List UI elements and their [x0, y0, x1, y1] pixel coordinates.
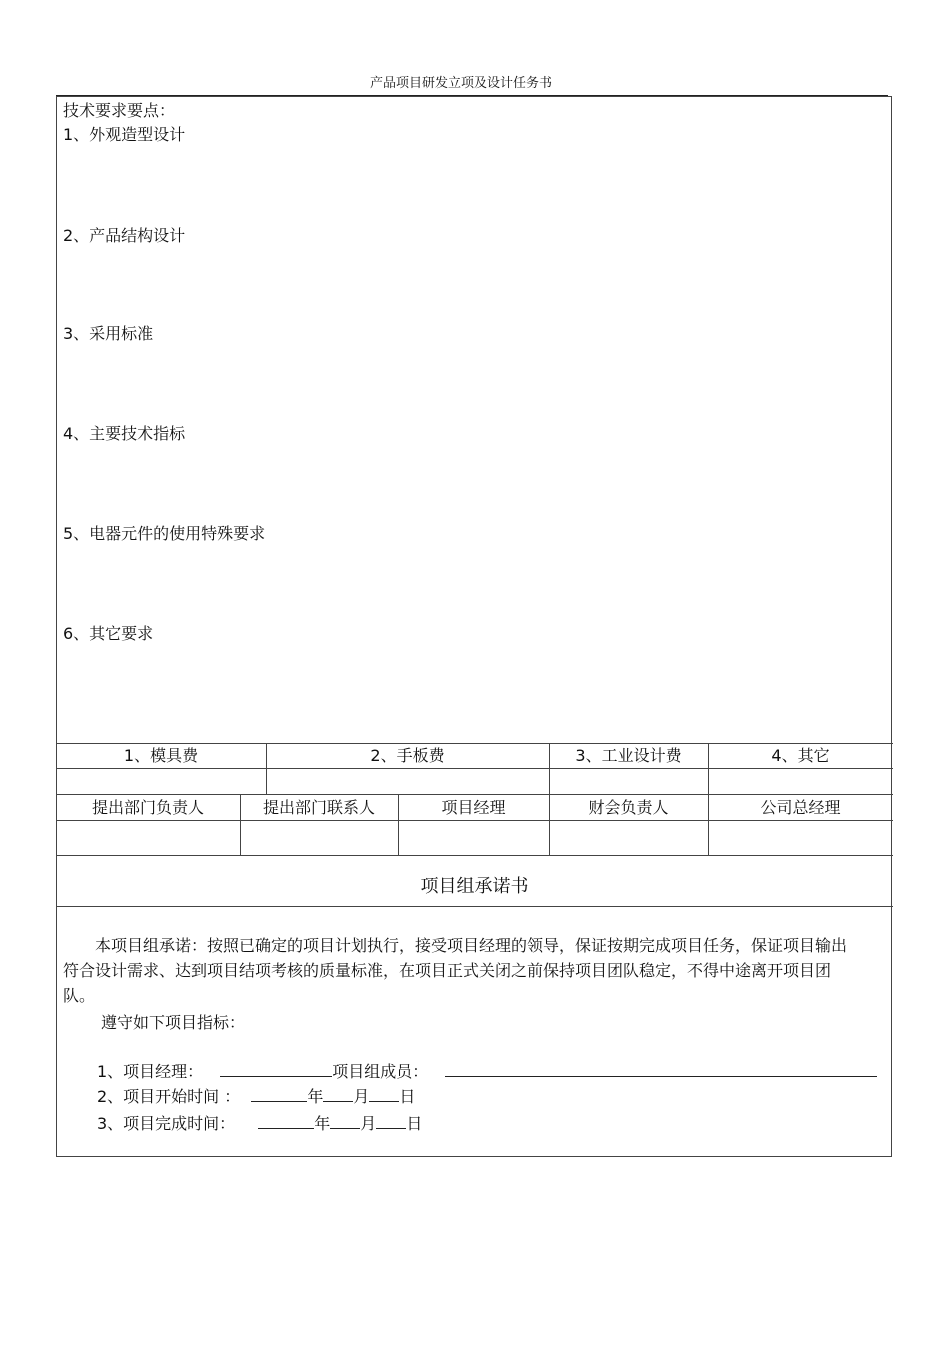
start-month-label: 月 [353, 1087, 370, 1106]
cost-value-other[interactable] [709, 769, 892, 793]
cost-header-mold: 1、模具费 [123, 746, 199, 765]
end-year-blank[interactable] [258, 1114, 314, 1129]
signature-field-dept-head[interactable] [57, 821, 239, 854]
requirements-heading: 技术要求要点： [63, 101, 176, 120]
requirement-standards: 3、采用标准 [63, 324, 154, 343]
signature-header-project-manager: 项目经理 [441, 798, 506, 817]
cost-table-bottom-border [56, 794, 893, 795]
requirement-structure: 2、产品结构设计 [63, 226, 186, 245]
end-year-label: 年 [314, 1114, 331, 1133]
start-date-label: 2、项目开始时间 ： [97, 1087, 241, 1106]
end-day-label: 日 [406, 1114, 423, 1133]
signature-field-finance-head[interactable] [550, 821, 707, 854]
end-date-label: 3、项目完成时间： [97, 1114, 236, 1133]
signature-field-dept-contact[interactable] [241, 821, 397, 854]
requirement-technical-indicators: 4、主要技术指标 [63, 424, 186, 443]
start-year-label: 年 [307, 1087, 324, 1106]
requirement-electrical-components: 5、电器元件的使用特殊要求 [63, 524, 266, 543]
signature-header-dept-head: 提出部门负责人 [91, 798, 204, 817]
document-title: 产品项目研发立项及设计任务书 [369, 76, 552, 91]
end-day-blank[interactable] [376, 1114, 406, 1129]
requirement-other: 6、其它要求 [63, 624, 154, 643]
team-members-label: 项目组成员： [332, 1062, 429, 1081]
pledge-title: 项目组承诺书 [420, 876, 529, 897]
end-month-label: 月 [360, 1114, 377, 1133]
cost-value-industrial-design[interactable] [550, 769, 707, 793]
signature-field-general-manager[interactable] [709, 821, 892, 854]
team-members-blank[interactable] [445, 1062, 877, 1077]
start-month-blank[interactable] [323, 1087, 353, 1102]
signature-table-bottom-border [56, 855, 893, 856]
cost-value-mold[interactable] [57, 769, 265, 793]
indicator-row-start-date [97, 1084, 415, 1107]
cost-header-other: 4、其它 [771, 746, 830, 765]
requirement-appearance: 1、外观造型设计 [63, 125, 186, 144]
signature-header-general-manager: 公司总经理 [760, 798, 841, 817]
cost-header-prototype: 2、手板费 [370, 746, 445, 765]
signature-field-project-manager[interactable] [399, 821, 548, 854]
start-day-label: 日 [399, 1087, 416, 1106]
cost-header-industrial-design: 3、工业设计费 [575, 746, 682, 765]
indicator-row-team [97, 1059, 877, 1082]
project-manager-blank[interactable] [220, 1062, 332, 1077]
pledge-body [63, 933, 853, 1008]
start-year-blank[interactable] [251, 1087, 307, 1102]
signature-header-finance-head: 财会负责人 [588, 798, 669, 817]
pledge-title-divider [56, 906, 893, 907]
project-manager-label: 1、项目经理： [97, 1062, 204, 1081]
end-month-blank[interactable] [330, 1114, 360, 1129]
cost-value-prototype[interactable] [267, 769, 548, 793]
indicator-row-end-date [97, 1111, 422, 1134]
signature-header-dept-contact: 提出部门联系人 [262, 798, 375, 817]
indicators-title: 遵守如下项目指标： [101, 1013, 246, 1032]
pledge-body-text: 本项目组承诺：按照已确定的项目计划执行，接受项目经理的领导，保证按期完成项目任务，保证项目输出符合设计需求、达到项目结项考核的质量标准，在项目正式关闭之前保持项目团队稳定，不得中途离开项目团队。 [63, 936, 848, 1005]
start-day-blank[interactable] [369, 1087, 399, 1102]
